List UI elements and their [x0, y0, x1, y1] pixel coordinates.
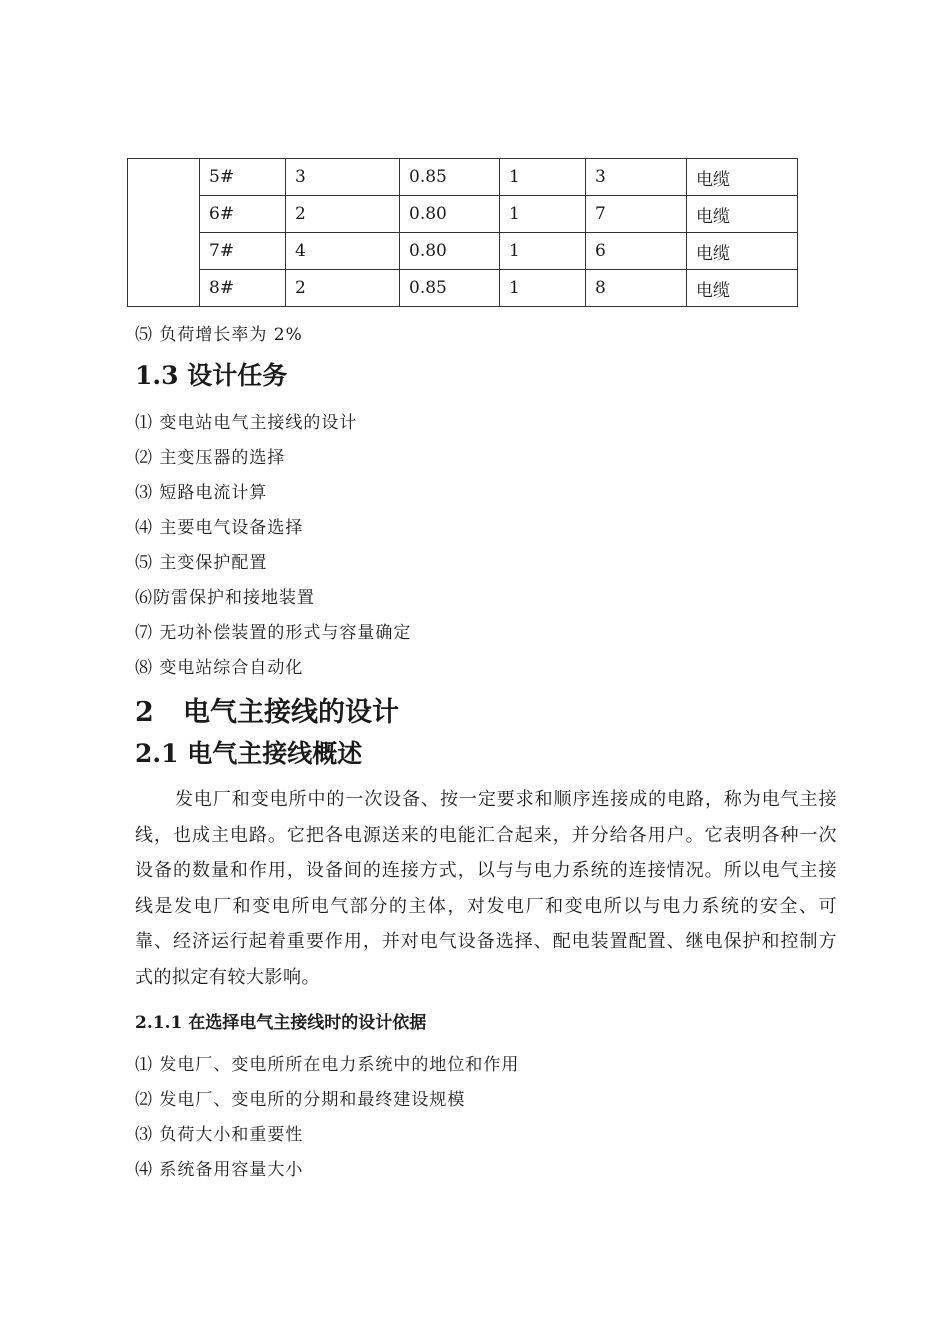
table-cell: 1: [500, 159, 586, 196]
merged-category-cell: [128, 159, 200, 307]
table-cell: 0.80: [400, 233, 500, 270]
list-item: ⑴ 变电站电气主接线的设计: [135, 413, 358, 433]
table-cell: 电缆: [687, 159, 798, 196]
list-item: ⑺ 无功补偿装置的形式与容量确定: [135, 623, 412, 643]
table-row: [128, 159, 798, 196]
table-cell: 7#: [200, 233, 286, 270]
list-item: ⑵ 发电厂、变电所的分期和最终建设规模: [135, 1090, 466, 1110]
table-cell: 3: [586, 159, 687, 196]
table-cell: 1: [500, 233, 586, 270]
list-item: ⑷ 主要电气设备选择: [135, 518, 304, 538]
table-cell: 7: [586, 196, 687, 233]
chapter-number: 2: [135, 697, 154, 728]
table-cell: 5#: [200, 159, 286, 196]
list-item: ⑶ 短路电流计算: [135, 483, 268, 503]
table-row: [128, 196, 798, 233]
table-cell: 电缆: [687, 270, 798, 307]
table-cell: 3: [286, 159, 400, 196]
chapter-heading-2: [135, 690, 399, 729]
list-item: ⑻ 变电站综合自动化: [135, 658, 304, 678]
subsection-heading-2-1-1: 2.1.1 在选择电气主接线时的设计依据: [135, 1013, 427, 1033]
table-cell: 8: [586, 270, 687, 307]
body-paragraph: 发电厂和变电所中的一次设备、按一定要求和顺序连接成的电路，称为电气主接线，也成主电路。它把各电源送来的电能汇合起来，并分给各用户。它表明各种一次设备的数量和作用，设备间的连接方式，以与与电力系统的连接情况。所以电气主接线是发电厂和变电所电气部分的主体，对发电厂和变电所以与电力系统的安全、可靠、经济运行起着重要作用，并对电气设备选择、配电装置配置、继电保护和控制方式的拟定有较大影响。: [135, 789, 837, 988]
table-row: [128, 233, 798, 270]
list-item: ⑹防雷保护和接地装置: [135, 588, 315, 608]
list-item: ⑷ 系统备用容量大小: [135, 1160, 304, 1180]
section-heading-2-1: 2.1 电气主接线概述: [135, 739, 363, 768]
table-cell: 0.85: [400, 270, 500, 307]
section-heading-1-3: 1.3 设计任务: [135, 361, 288, 390]
table-cell: 2: [286, 270, 400, 307]
chapter-title: 电气主接线的设计: [183, 697, 399, 728]
load-table: [127, 158, 798, 307]
load-growth-note: ⑸ 负荷增长率为 2%: [135, 325, 303, 345]
table-cell: 1: [500, 270, 586, 307]
list-item: ⑶ 负荷大小和重要性: [135, 1125, 304, 1145]
list-item: ⑵ 主变压器的选择: [135, 448, 286, 468]
table-cell: 1: [500, 196, 586, 233]
table-cell: 电缆: [687, 196, 798, 233]
table-cell: 6: [586, 233, 687, 270]
table-cell: 2: [286, 196, 400, 233]
table-cell: 0.85: [400, 159, 500, 196]
table-cell: 4: [286, 233, 400, 270]
table-cell: 6#: [200, 196, 286, 233]
table-cell: 8#: [200, 270, 286, 307]
table-cell: 0.80: [400, 196, 500, 233]
table-cell: 电缆: [687, 233, 798, 270]
list-item: ⑸ 主变保护配置: [135, 553, 268, 573]
list-item: ⑴ 发电厂、变电所所在电力系统中的地位和作用: [135, 1055, 520, 1075]
table-row: [128, 270, 798, 307]
